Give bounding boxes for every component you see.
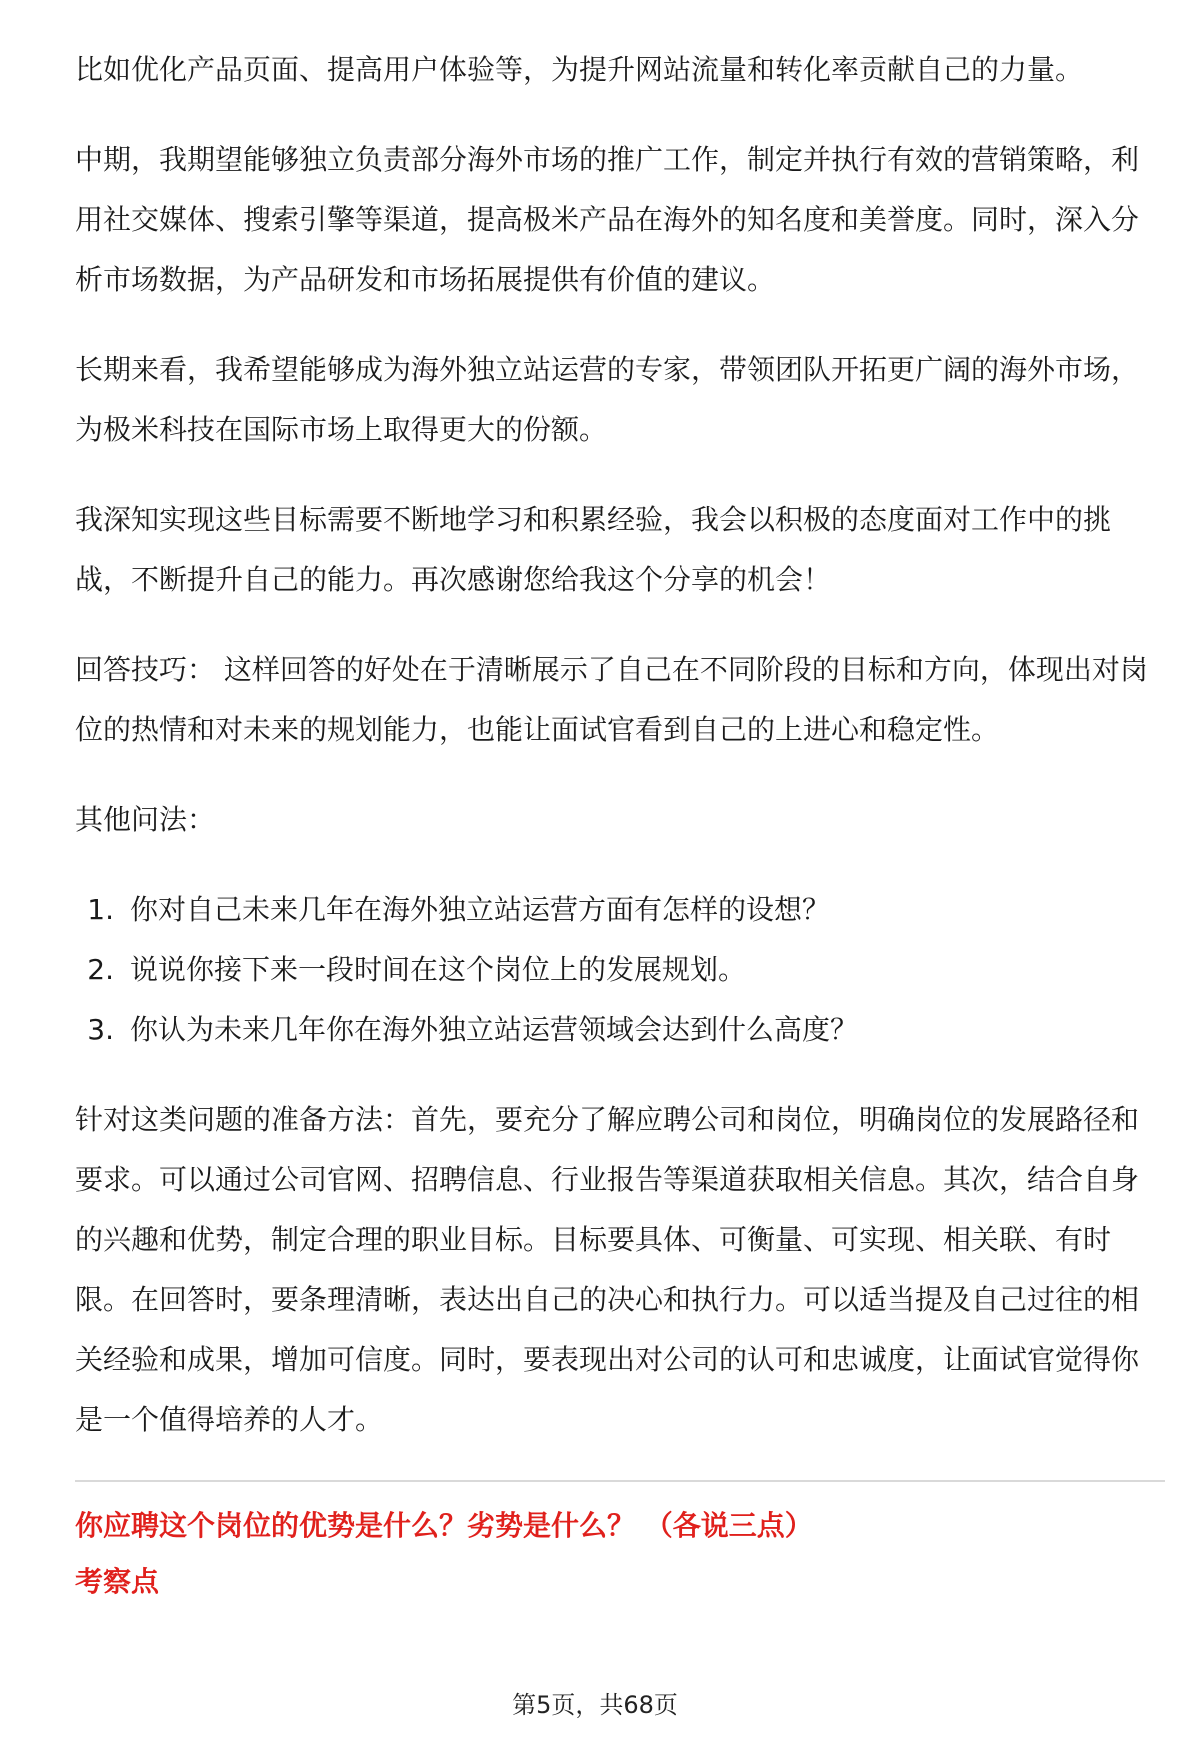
paragraph-answer-tips: 回答技巧： 这样回答的好处在于清晰展示了自己在不同阶段的目标和方向，体现出对岗位的热情和对未来的规划能力，也能让面试官看到自己的上进心和稳定性。: [75, 653, 1148, 746]
list-item: [75, 1000, 1165, 1060]
next-question-title: 你应聘这个岗位的优势是什么？劣势是什么？ （各说三点）: [75, 1509, 813, 1542]
list-number: 1.: [87, 893, 114, 926]
next-question-subtitle: 考察点: [75, 1565, 160, 1598]
page-number: 第5页，共68页: [512, 1691, 678, 1719]
paragraph-closing: 我深知实现这些目标需要不断地学习和积累经验，我会以积极的态度面对工作中的挑战，不断提升自己的能力。再次感谢您给我这个分享的机会！: [75, 503, 1112, 596]
paragraph-mid-term: 中期，我期望能够独立负责部分海外市场的推广工作，制定并执行有效的营销策略，利用社交媒体、搜索引擎等渠道，提高极米产品在海外的知名度和美誉度。同时，深入分析市场数据，为产品研发和市场拓展提供有价值的建议。: [75, 143, 1140, 296]
paragraph-short-term: 比如优化产品页面、提高用户体验等，为提升网站流量和转化率贡献自己的力量。: [75, 53, 1084, 86]
list-item: [75, 880, 1165, 940]
section-divider: [75, 1480, 1165, 1482]
list-text: 你对自己未来几年在海外独立站运营方面有怎样的设想？: [130, 893, 831, 926]
document-page: [75, 40, 1165, 1610]
question-list: [75, 880, 1165, 1060]
paragraph-long-term: 长期来看，我希望能够成为海外独立站运营的专家，带领团队开拓更广阔的海外市场，为极米科技在国际市场上取得更大的份额。: [75, 353, 1140, 446]
list-number: 3.: [87, 1013, 114, 1046]
paragraph-preparation: 针对这类问题的准备方法：首先，要充分了解应聘公司和岗位，明确岗位的发展路径和要求。可以通过公司官网、招聘信息、行业报告等渠道获取相关信息。其次，结合自身的兴趣和优势，制定合理的职业目标。目标要具体、可衡量、可实现、相关联、有时限。在回答时，要条理清晰，表达出自己的决心和执行力。可以适当提及自己过往的相关经验和成果，增加可信度。同时，要表现出对公司的认可和忠诚度，让面试官觉得你是一个值得培养的人才。: [75, 1103, 1140, 1436]
paragraph-other-asks: 其他问法：: [75, 803, 216, 836]
list-text: 你认为未来几年你在海外独立站运营领域会达到什么高度？: [130, 1013, 859, 1046]
list-text: 说说你接下来一段时间在这个岗位上的发展规划。: [130, 953, 747, 986]
list-item: [75, 940, 1165, 1000]
list-number: 2.: [87, 953, 114, 986]
